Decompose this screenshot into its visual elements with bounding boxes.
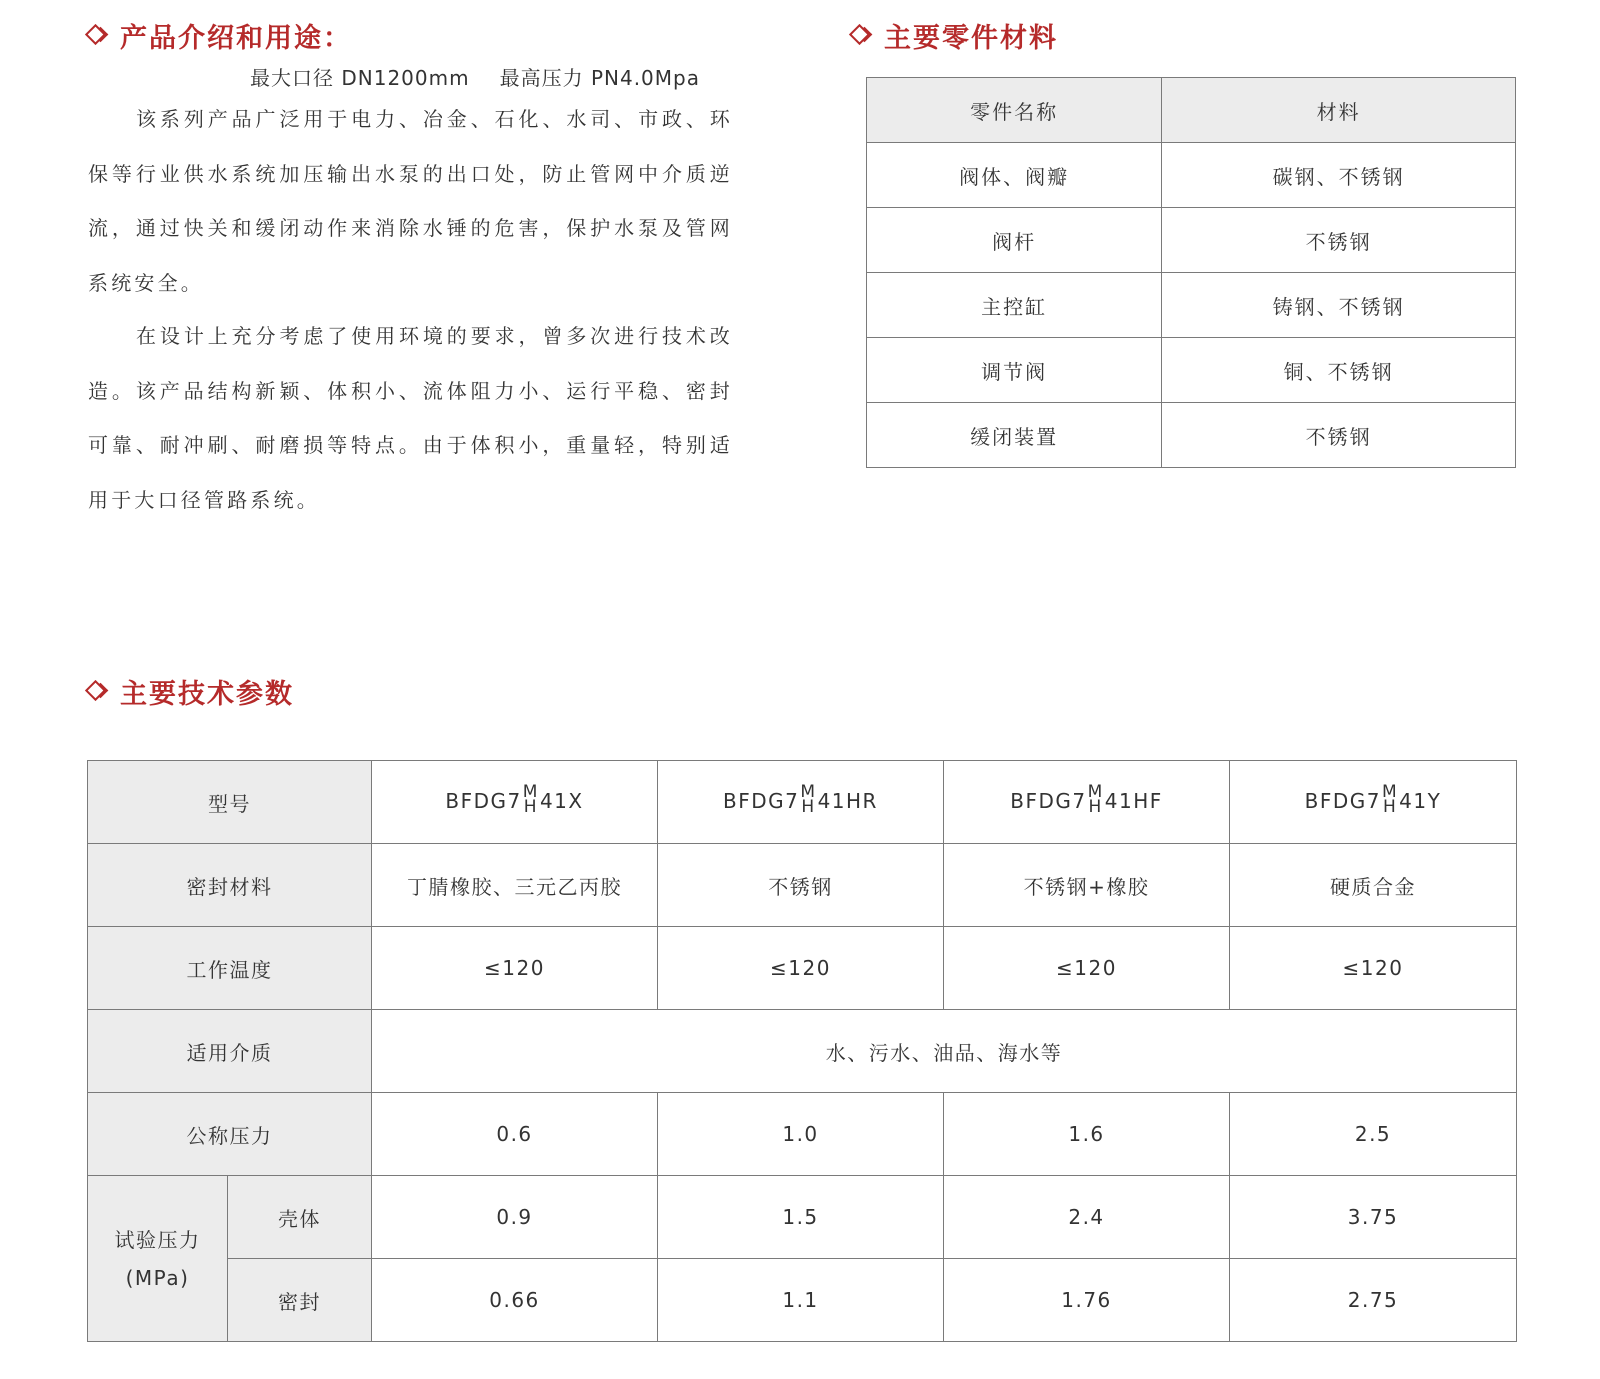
shell-value: 3.75 <box>1230 1176 1517 1259</box>
intro-section-title <box>84 16 352 55</box>
model-cell <box>372 761 658 844</box>
nominal-pressure-value: 0.6 <box>372 1093 658 1176</box>
part-material: 不锈钢 <box>1162 208 1516 273</box>
model-suffix: 41HF <box>1104 788 1163 813</box>
test-pressure-unit: (MPa) <box>125 1265 190 1290</box>
table-row <box>867 338 1516 403</box>
seal-test-value: 1.1 <box>658 1259 944 1342</box>
table-row <box>867 403 1516 468</box>
table-row <box>88 1176 1517 1259</box>
tech-title-text: 主要技术参数 <box>120 679 294 710</box>
model-sub: H <box>801 797 816 817</box>
model-suffix: 41X <box>539 788 584 813</box>
spec-pressure: 最高压力 PN4.0Mpa <box>499 66 700 90</box>
shell-value: 1.5 <box>658 1176 944 1259</box>
model-sup: M <box>522 782 539 802</box>
table-row <box>867 273 1516 338</box>
table-row <box>88 927 1517 1010</box>
model-prefix: BFDG7 <box>1304 788 1381 813</box>
table-row <box>88 761 1517 844</box>
work-temp-value: ≤120 <box>372 927 658 1010</box>
part-name: 阀体、阀瓣 <box>867 143 1162 208</box>
diamond-bullet-icon <box>84 679 110 705</box>
medium-value: 水、污水、油品、海水等 <box>372 1010 1517 1093</box>
parts-title-text: 主要零件材料 <box>884 23 1058 54</box>
tech-params-table <box>87 760 1517 1342</box>
model-prefix: BFDG7 <box>1010 788 1087 813</box>
table-row <box>867 143 1516 208</box>
medium-label: 适用介质 <box>88 1010 372 1093</box>
seal-material-value: 硬质合金 <box>1230 844 1517 927</box>
parts-header-material: 材料 <box>1162 78 1516 143</box>
table-row <box>88 1093 1517 1176</box>
shell-value: 0.9 <box>372 1176 658 1259</box>
parts-section-title <box>848 16 1058 55</box>
seal-material-value: 丁腈橡胶、三元乙丙胶 <box>372 844 658 927</box>
diamond-bullet-icon <box>84 23 110 49</box>
test-pressure-label <box>88 1176 228 1342</box>
table-row <box>867 208 1516 273</box>
model-sup: M <box>800 782 817 802</box>
work-temp-label: 工作温度 <box>88 927 372 1010</box>
seal-test-value: 1.76 <box>944 1259 1230 1342</box>
work-temp-value: ≤120 <box>658 927 944 1010</box>
model-cell <box>944 761 1230 844</box>
intro-title-text: 产品介绍和用途： <box>120 23 352 54</box>
seal-material-value: 不锈钢 <box>658 844 944 927</box>
table-row <box>88 1259 1517 1342</box>
part-material: 铸钢、不锈钢 <box>1162 273 1516 338</box>
model-sup: M <box>1382 782 1399 802</box>
seal-material-value: 不锈钢+橡胶 <box>944 844 1230 927</box>
model-label: 型号 <box>88 761 372 844</box>
part-material: 不锈钢 <box>1162 403 1516 468</box>
part-material: 碳钢、不锈钢 <box>1162 143 1516 208</box>
shell-label: 壳体 <box>228 1176 372 1259</box>
nominal-pressure-value: 1.0 <box>658 1093 944 1176</box>
parts-header-row <box>867 78 1516 143</box>
model-prefix: BFDG7 <box>445 788 522 813</box>
model-suffix: 41HR <box>817 788 878 813</box>
table-row <box>88 1010 1517 1093</box>
part-name: 阀杆 <box>867 208 1162 273</box>
seal-material-label: 密封材料 <box>88 844 372 927</box>
seal-test-value: 0.66 <box>372 1259 658 1342</box>
parts-table <box>866 77 1516 468</box>
seal-label: 密封 <box>228 1259 372 1342</box>
parts-header-name: 零件名称 <box>867 78 1162 143</box>
diamond-bullet-icon <box>848 23 874 49</box>
model-sub: H <box>1382 797 1398 817</box>
test-pressure-text: 试验压力 <box>114 1227 201 1252</box>
spec-line <box>250 62 700 91</box>
model-sup: M <box>1087 782 1104 802</box>
part-material: 铜、不锈钢 <box>1162 338 1516 403</box>
intro-paragraph-1: 该系列产品广泛用于电力、冶金、石化、水司、市政、环保等行业供水系统加压输出水泵的出口处，防止管网中介质逆流，通过快关和缓闭动作来消除水锤的危害，保护水泵及管网系统安全。 <box>88 107 733 295</box>
work-temp-value: ≤120 <box>944 927 1230 1010</box>
seal-test-value: 2.75 <box>1230 1259 1517 1342</box>
nominal-pressure-value: 2.5 <box>1230 1093 1517 1176</box>
model-sub: H <box>1088 797 1103 817</box>
spec-diameter: 最大口径 DN1200mm <box>250 66 470 90</box>
part-name: 调节阀 <box>867 338 1162 403</box>
part-name: 主控缸 <box>867 273 1162 338</box>
model-prefix: BFDG7 <box>723 788 800 813</box>
shell-value: 2.4 <box>944 1176 1230 1259</box>
tech-section-title <box>84 672 294 711</box>
model-cell <box>658 761 944 844</box>
table-row <box>88 844 1517 927</box>
model-sub: H <box>523 797 538 817</box>
nominal-pressure-value: 1.6 <box>944 1093 1230 1176</box>
part-name: 缓闭装置 <box>867 403 1162 468</box>
nominal-pressure-label: 公称压力 <box>88 1093 372 1176</box>
model-suffix: 41Y <box>1399 788 1442 813</box>
intro-paragraph-2: 在设计上充分考虑了使用环境的要求，曾多次进行技术改造。该产品结构新颖、体积小、流体阻力小、运行平稳、密封可靠、耐冲刷、耐磨损等特点。由于体积小，重量轻，特别适用于大口径管路系统。 <box>88 324 733 512</box>
work-temp-value: ≤120 <box>1230 927 1517 1010</box>
model-cell <box>1230 761 1517 844</box>
